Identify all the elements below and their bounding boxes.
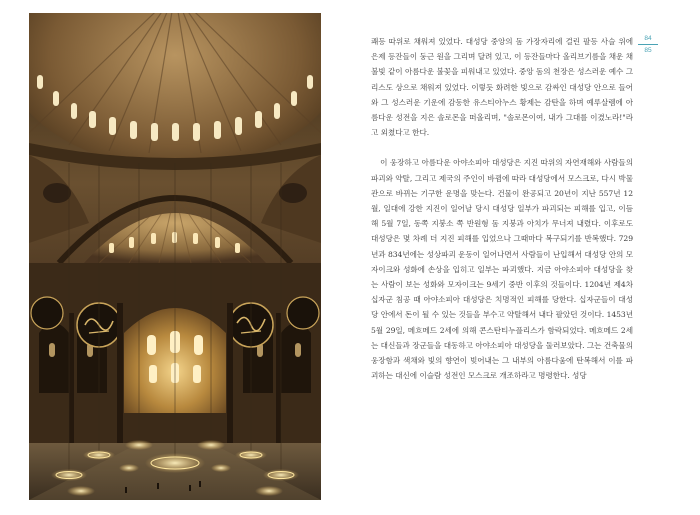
left-page-number: 84: [644, 35, 652, 42]
page-numbers: [636, 34, 660, 55]
right-page-number: 85: [644, 47, 652, 54]
body-text: [371, 34, 633, 383]
paragraph-2: 이 웅장하고 아름다운 아야소피아 대성당은 지진 따위의 자연재해와 사람들의 파괴와 약탈, 그리고 제국의 주인이 바뀜에 따라 대성당에서 모스크로, 다시 박물관으로 바뀌는 기구한 운명을 맞는다. 건물이 완공되고 20년이 지난 557년 12월, 일대에 강한 지진이 일어날 당시 대성당 일부가 파괴되는 피해를 입고, 이듬해 5월 7일, 동쪽 지붕소 쪽 반원형 돔 지붕과 아치가 무너져 내렸다. 이후로도 대성당은 몇 차례 더 지진 피해를 입었으나 그때마다 복구되기를 반복했다. 729년과 834년에는 성상파괴 운동이 일어나면서 사람들이 난입해서 대성당 안의 모자이크와 성화에 손상을 입히고 일부는 파괴했다. 지금 아야소피아 대성당을 찾는 사람이 보는 성화와 모자이크는 9세기 중반 이후의 것들이다. 1204년 제4차 십자군 침공 때 아야소피아 대성당은 치명적인 피해를 당한다. 십자군들이 대성당 안에서 돈이 될 수 있는 것들을 부수고 약탈해서 내다 팔았던 것이다. 1453년 5월 29일, 메흐메드 2세에 의해 콘스탄티누플리스가 함락되었다. 메흐메드 2세는 대신들과 장군들을 대동하고 아야소피아 대성당을 둘러보았다. 그는 건축물의 웅장함과 색채와 빛의 향연이 빚어내는 그 내부의 아름다움에 탄복해서 이를 파괴하는 대신에 이슬람 성전인 모스크로 개조하라고 명령한다. 성당: [371, 158, 633, 381]
hagia-sophia-interior-image: [29, 13, 321, 500]
hagia-sophia-photo: [29, 13, 321, 500]
paragraph-1: 쾌등 따위로 채워져 있었다. 대성당 중앙의 돔 가장자리에 걸린 팔등 사슬 위에 은제 등잔들이 둥근 원을 그리며 달려 있고, 이 등잔들마다 올리브기름을 채운 채 불빛 같이 아름다운 불꽃을 피워내고 있었다. 중앙 돔의 천장은 성스러운 예수 그리스도 상으로 채워져 있었다. 이렇듯 화려한 빛으로 감싸인 대성당 안으로 들어와 그 성스러운 기운에 감동한 유스티아누스 황제는 감탄을 하며 예루살렘에 아름다운 성전을 지은 솔로몬을 떠올리며, "솔로몬이여, 내가 그대를 이겼노라!"라고 외쳤다고 한다.: [371, 37, 633, 138]
page-number-divider: [638, 44, 658, 45]
